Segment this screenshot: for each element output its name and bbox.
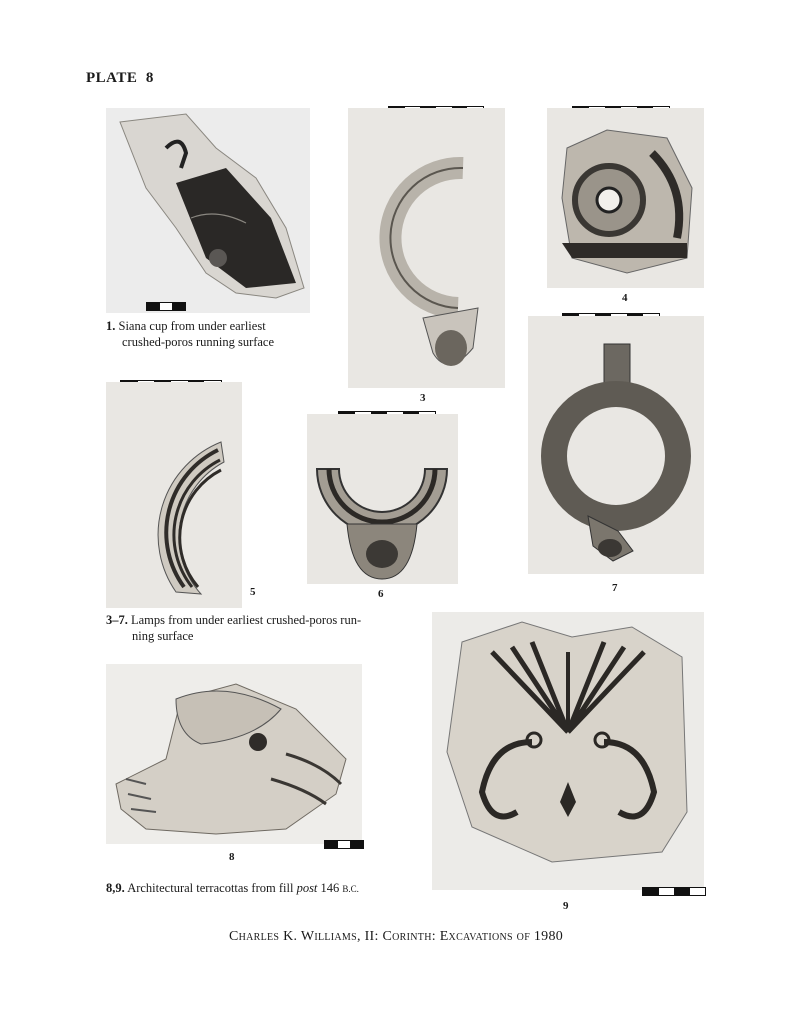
- terracottas-caption-year: 146: [320, 881, 340, 895]
- plate-label: PLATE: [86, 70, 138, 86]
- figure-1-photo: [106, 108, 310, 313]
- figure-7-photo: [528, 316, 704, 574]
- figure-1-caption-line2: crushed-poros running surface: [122, 335, 275, 349]
- figure-8-label: 8: [229, 851, 235, 863]
- figure-4-label: 4: [622, 292, 628, 304]
- plate-number: 8: [145, 70, 154, 86]
- lamp-fragment-6: [307, 414, 458, 584]
- figure-5-label: 5: [250, 586, 256, 598]
- figure-3-photo: [348, 108, 505, 388]
- lion-head-terracotta-8: [106, 664, 362, 844]
- lamp-fragment-3: [348, 108, 505, 388]
- terracottas-caption-post: post: [296, 881, 318, 895]
- figure-1-caption-line1: Siana cup from under earliest: [118, 319, 266, 333]
- figure-6-photo: [307, 414, 458, 584]
- figure-1-caption: [106, 318, 326, 350]
- figure-9-scale-bar: [642, 887, 706, 896]
- lamp-fragment-7: [528, 316, 704, 574]
- lamps-caption-number: 3–7.: [106, 613, 128, 627]
- lamps-caption-line2: ning surface: [132, 629, 194, 643]
- siana-cup-fragment: [106, 108, 310, 313]
- lamp-fragment-4: [547, 108, 704, 288]
- figure-3-label: 3: [420, 392, 426, 404]
- lamp-fragment-5: [106, 382, 242, 608]
- figure-1-caption-number: 1.: [106, 319, 116, 333]
- terracottas-caption-text: Architectural terracottas from fill: [127, 881, 294, 895]
- figure-7-label: 7: [612, 582, 618, 594]
- figure-9-label: 9: [563, 900, 569, 912]
- page-footer: Charles K. Williams, II: Corinth: Excavations of 1980: [228, 929, 564, 944]
- lamps-caption: [106, 612, 396, 644]
- figure-5-photo: [106, 382, 242, 608]
- terracottas-caption: [106, 880, 426, 897]
- figure-4-photo: [547, 108, 704, 288]
- figure-9-photo: [432, 612, 704, 890]
- antefix-fragment-9: [432, 612, 704, 890]
- lamps-caption-line1: Lamps from under earliest crushed-poros run-: [131, 613, 362, 627]
- figure-8-photo: [106, 664, 362, 844]
- plate-title: [86, 70, 154, 87]
- terracottas-caption-number: 8,9.: [106, 881, 125, 895]
- figure-6-label: 6: [378, 588, 384, 600]
- figure-8-scale-bar: [324, 840, 364, 849]
- figure-1-scale-bar: [146, 302, 186, 311]
- terracottas-caption-era: B.C.: [342, 884, 359, 894]
